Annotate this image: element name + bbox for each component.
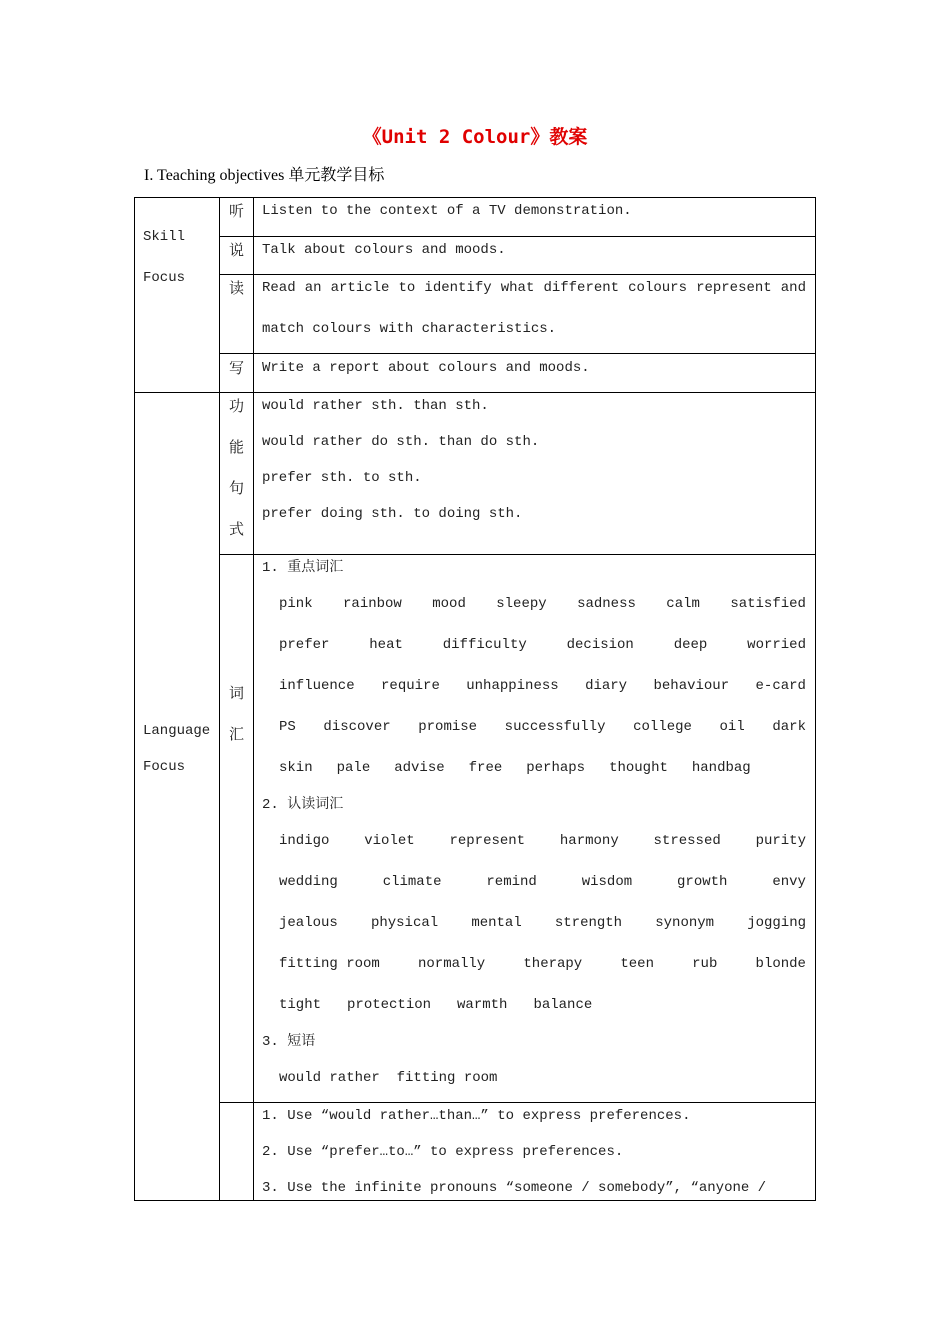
grammar-point: 2. Use “prefer…to…” to express preferences. [262, 1144, 624, 1160]
vocab-word: physical [370, 915, 439, 931]
vocab-word: violet [364, 833, 415, 849]
column-divider-2 [253, 197, 254, 1201]
vocab-word: calm [666, 596, 700, 612]
functions-key-char: 句 [229, 479, 245, 497]
skill-key-writing: 写 [229, 359, 245, 377]
vocab-word: prefer [279, 637, 330, 653]
reading-word: represent [696, 280, 772, 296]
vocab-word: e-card [755, 678, 806, 694]
skill-key-reading: 读 [229, 279, 245, 297]
vocab-word: fitting room [279, 956, 380, 972]
reading-word: and [780, 280, 806, 296]
skill-text-speaking: Talk about colours and moods. [262, 242, 506, 258]
vocab-word: tight [279, 997, 322, 1013]
key-word-row [279, 596, 806, 612]
vocab-word: stressed [653, 833, 721, 849]
reading-word: different [543, 280, 620, 296]
vocab-word: strength [554, 915, 623, 931]
language-focus-label-line1: Language [143, 723, 211, 739]
vocab-word: satisfied [730, 596, 806, 612]
vocab-word: skin [279, 760, 313, 776]
document-title: 《Unit 2 Colour》教案 [362, 126, 588, 148]
vocab-word: growth [677, 874, 728, 890]
vocab-word: advise [394, 760, 445, 776]
vocab-word: promise [418, 719, 478, 735]
vocab-word: therapy [523, 956, 583, 972]
reading-word: an [304, 280, 322, 296]
vocab-word: PS [279, 719, 296, 735]
skill-focus-label-line2: Focus [143, 270, 186, 286]
key-word-row [279, 678, 806, 694]
vocabulary-key-char: 词 [229, 684, 245, 702]
reading-word-row [279, 997, 806, 1013]
language-focus-label-line2: Focus [143, 759, 186, 775]
column-divider-1 [219, 197, 220, 1201]
row-divider [219, 353, 816, 354]
vocab-word: climate [382, 874, 442, 890]
reading-word: colours [628, 280, 687, 296]
skill-key-speaking: 说 [229, 241, 245, 259]
vocab-word: free [468, 760, 503, 776]
vocab-word: rainbow [343, 596, 402, 612]
vocab-word: normally [418, 956, 486, 972]
skill-key-listening: 听 [229, 202, 245, 220]
vocab-heading-reading-words: 2. 认读词汇 [262, 797, 344, 813]
reading-word: what [500, 280, 535, 296]
function-sentence: would rather sth. than sth. [262, 398, 489, 414]
vocab-word: perhaps [526, 760, 586, 776]
vocab-word: successfully [504, 719, 606, 735]
skill-text-reading-line1 [262, 279, 806, 297]
functions-key-char: 功 [229, 397, 245, 415]
reading-word-row [279, 915, 806, 931]
vocab-word: handbag [691, 760, 751, 776]
vocab-word: rub [692, 956, 718, 972]
vocab-word: purity [755, 833, 806, 849]
vocab-word: sleepy [496, 596, 547, 612]
row-divider [219, 554, 816, 555]
skill-text-writing: Write a report about colours and moods. [262, 360, 590, 376]
vocab-word: dark [772, 719, 806, 735]
vocab-word: thought [609, 760, 668, 776]
functions-key-char: 式 [229, 520, 245, 538]
row-divider [219, 1102, 816, 1103]
vocab-word: decision [566, 637, 634, 653]
vocab-word: pale [336, 760, 371, 776]
function-sentence: would rather do sth. than do sth. [262, 434, 540, 450]
grammar-point: 3. Use the infinite pronouns “someone / somebody”, “anyone / [262, 1180, 767, 1196]
functions-key-char: 能 [229, 438, 245, 456]
vocab-word: pink [279, 596, 313, 612]
reading-word-row [279, 956, 806, 972]
vocab-heading-key-words: 1. 重点词汇 [262, 560, 344, 576]
vocab-word: warmth [457, 997, 508, 1013]
vocab-word: unhappiness [466, 678, 559, 694]
reading-word-row [279, 833, 806, 849]
vocab-word: heat [369, 637, 403, 653]
reading-word: Read [262, 280, 296, 296]
key-word-row [279, 637, 806, 653]
vocab-word: difficulty [442, 637, 527, 653]
function-sentence: prefer doing sth. to doing sth. [262, 506, 523, 522]
reading-word: article [330, 280, 390, 296]
vocab-word: represent [449, 833, 526, 849]
phrases-line: would rather fitting room [279, 1070, 498, 1086]
vocabulary-key-char: 汇 [229, 725, 245, 743]
vocab-word: protection [347, 997, 432, 1013]
skill-focus-label-line1: Skill [143, 229, 186, 245]
section-divider [134, 392, 816, 393]
vocab-word: oil [719, 719, 745, 735]
vocab-word: balance [533, 997, 593, 1013]
section-heading: I. Teaching objectives 单元教学目标 [144, 167, 385, 184]
vocab-word: deep [673, 637, 708, 653]
key-word-row [279, 719, 806, 735]
function-sentence: prefer sth. to sth. [262, 470, 422, 486]
vocab-word: indigo [279, 833, 330, 849]
vocab-word: mental [471, 915, 522, 931]
vocab-word: mood [432, 596, 466, 612]
row-divider [219, 274, 816, 275]
vocab-word: jealous [279, 915, 338, 931]
vocab-word: blonde [755, 956, 806, 972]
vocab-word: wisdom [581, 874, 633, 890]
key-word-row [279, 760, 806, 776]
reading-word-row [279, 874, 806, 890]
vocab-word: harmony [559, 833, 619, 849]
reading-word: to [398, 280, 416, 296]
vocab-word: diary [585, 678, 628, 694]
grammar-point: 1. Use “would rather…than…” to express preferences. [262, 1108, 691, 1124]
vocab-word: worried [747, 637, 806, 653]
vocab-word: sadness [577, 596, 636, 612]
vocab-word: teen [620, 956, 654, 972]
vocab-word: influence [279, 678, 355, 694]
skill-text-listening: Listen to the context of a TV demonstration. [262, 203, 632, 219]
vocab-word: synonym [655, 915, 715, 931]
reading-word: identify [424, 280, 492, 296]
vocab-word: college [633, 719, 692, 735]
vocab-word: wedding [279, 874, 338, 890]
vocab-word: behaviour [653, 678, 730, 694]
vocab-word: envy [772, 874, 806, 890]
vocab-word: remind [486, 874, 537, 890]
vocab-word: require [381, 678, 440, 694]
vocab-heading-phrases: 3. 短语 [262, 1034, 316, 1050]
row-divider [219, 236, 816, 237]
vocab-word: discover [323, 719, 391, 735]
vocab-word: jogging [747, 915, 806, 931]
skill-text-reading-line2: match colours with characteristics. [262, 321, 557, 337]
